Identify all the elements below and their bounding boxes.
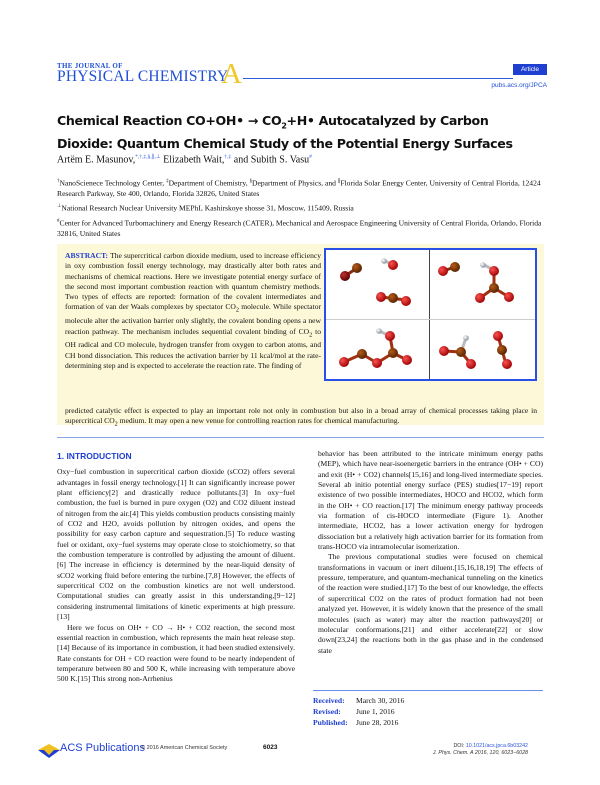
panel-divider	[326, 319, 535, 320]
journal-citation: J. Phys. Chem. A 2016, 120, 6023−6028	[432, 750, 528, 756]
journal-name: PHYSICAL CHEMISTRY	[57, 68, 229, 85]
affiliation-mark: ‡	[166, 179, 169, 184]
affiliation-text: NanoScienece Technology Center,	[59, 178, 167, 188]
copyright: © 2016 American Chemical Society	[141, 745, 228, 751]
author-affiliation-marks[interactable]: *,†,‡,§,∥,⊥	[135, 154, 161, 160]
author-affiliation-marks[interactable]: #	[309, 154, 312, 160]
affiliation-mark: †	[57, 179, 60, 184]
affiliation-mark: ∥	[337, 179, 341, 184]
publication-dates	[313, 695, 404, 728]
acs-logo-icon	[38, 744, 60, 758]
author-affiliation-marks[interactable]: †,‡	[224, 154, 232, 160]
paragraph: The previous computational studies were focused on chemical transformations in vacuum or inert diluent.[15,16,18,19] The effects of pressure, temperature, and quantum-mechanical tunneling on the kinetics of the reaction were studied.[17] To the best of our knowledge, the effects of supercritical CO2 on the rates of product formation had not been analyzed yet. However, it is widely known that the presence of the small molecules (such as water) may alter the reaction pathways[20] or molecular conformations,[21] and either accelerate[22] or slow down[23,24] the reactions both in the gas phase and in the condensed state	[318, 552, 543, 655]
affiliation-text: Florida Solar Energy Center, University of Central Florida, 12424 Research Parkway, Ste 400, Orlando, Florida 32826, United States	[57, 178, 541, 198]
header-rule	[243, 78, 513, 79]
title-subscript: 2	[281, 121, 287, 131]
doi-link[interactable]: 10.1021/acs.jpca.6b03242	[465, 743, 528, 749]
abstract-divider	[57, 437, 544, 438]
affiliation-cater	[57, 217, 557, 239]
journal-section-letter: A	[221, 58, 242, 90]
paragraph: Oxy−fuel combustion in supercritical carbon dioxide (sCO2) offers several advantages in fossil energy technology.[1] It can significantly increase power plant efficiency[2] and drastically reduce pollutants.[3] In oxy−fuel combustion, the fuel is burned in pure oxygen (O2) and CO2 diluent instead of nitrogen from the air.[4] This yields combustion products consisting mainly of CO2 and H2O, avoids pollution by nitrogen oxides, and opens the possibility for easy carbon capture and sequestration.[5] To reduce wasting fuel or oxidant, oxy−fuel systems may operate close to stoichiometry, so that the combustion temperature is controlled by adjusting the amount of diluent.[6] The increase in efficiency is determined by the near-liquid density of sCO2 working fluid before entering the turbine.[7,8] However, the effects of supercritical CO2 on the combustion kinetics are not well understood. Computational studies can greatly assist in this understanding,[9−12] considering instrumental limitations of kinetic experiments at high pressure.[13]	[57, 467, 295, 622]
title-text-2: +H• Autocatalyzed by Carbon Dioxide: Quantum Chemical Study of the Potential Energy Surfaces	[57, 113, 513, 151]
subscript: 2	[309, 331, 313, 339]
affiliation-mephi	[57, 202, 557, 214]
date-label: Revised:	[313, 707, 341, 716]
author-name[interactable]: and Subith S. Vasu	[231, 154, 310, 166]
body-column-left	[57, 449, 295, 685]
toc-graphic[interactable]	[324, 248, 537, 381]
paragraph: Here we focus on OH• + CO → H• + CO2 reaction, the second most essential reaction in combustion, which represents the main heat release step.[14] Because of its importance in combustion, it had been studied extensively. Rate constants for OH + CO reaction were found to be nearly independent of temperature between 80 and 500 K, while increasing with temperature above 500 K.[15] This strong non-Arrhenius	[57, 622, 295, 684]
article-title	[57, 112, 547, 152]
abstract-text-1: The supercritical carbon dioxide medium, used to increase efficiency in oxy combustion fossil energy technology, may drastically alter both rates and mechanisms of chemical reactions. Here we investigate potential energy surface of the second most important combustion reaction with quantum chemistry methods. Two types of effects are reported: formation of the covalent intermediates and formation of van der Waals complexes by spectator CO	[65, 251, 321, 312]
abstract-text-2: molecule. While spectator molecule alter the activation barrier only slightly, the covalent bonding opens a new reaction pathway. The mechanism includes sequential covalent binding of CO	[65, 302, 322, 336]
date-value: June 28, 2016	[356, 718, 399, 727]
journal-name-small: THE JOURNAL OF	[57, 62, 123, 70]
affiliation-mark: §	[249, 179, 252, 184]
author-list	[57, 154, 312, 165]
date-value: June 1, 2016	[356, 707, 395, 716]
date-label: Received:	[313, 696, 345, 705]
panel-divider	[429, 250, 430, 379]
date-revised	[313, 706, 404, 717]
subscript: 2	[114, 420, 118, 428]
doi-label: DOI:	[453, 743, 466, 749]
abstract-text-3: to OH radical and CO molecule, hydrogen transfer from oxygen to carbon atoms, and CH bond dissociation. This reduces the activation barrier by 11 kcal/mol at the rate-determining step and is expected to accelerate the reaction rate. The finding of	[65, 326, 321, 370]
doi-citation	[433, 743, 528, 757]
abstract-text-continued	[65, 406, 537, 430]
date-received	[313, 695, 404, 706]
affiliation-text: Department of Chemistry,	[168, 178, 250, 188]
title-text-1: Chemical Reaction CO+OH• → CO	[57, 113, 282, 128]
affiliation-ucf	[57, 177, 557, 199]
affiliation-mark: ⊥	[57, 204, 62, 210]
section-heading-introduction: 1. INTRODUCTION	[57, 451, 132, 461]
affiliation-text: Department of Physics, and	[252, 178, 338, 188]
publisher-name: ACS Publications	[60, 742, 145, 754]
article-type-badge: Article	[513, 64, 547, 75]
journal-header	[57, 58, 547, 92]
affiliation-text: National Research Nuclear University MEPhI, Kashirskoye shosse 31, Moscow, 115409, Russia	[61, 203, 354, 213]
abstract-label: ABSTRACT:	[65, 251, 109, 260]
author-name[interactable]: Artëm E. Masunov,	[57, 154, 136, 166]
paragraph: behavior has been attributed to the intricate minimum energy paths (MEP), which have near-isoenergetic barriers in the entrance (OH• + CO) and exit (H• + CO2) channels[15,16] and long-lived intermediate species. Several ab initio potential energy surface (PES) studies[17−19] report existence of two possible intermediates, HOCO and HCO2, which form in the OH• + CO reaction.[17] The minimum energy pathway proceeds via formation of cis-HOCO intermediate (Figure 1). Another intermediate, HCO2, has a lower activation energy for hydrogen dissociation but a relatively high activation barrier for its formation from trans-HOCO via intramolecular isomerization.	[318, 449, 543, 552]
affiliations	[57, 177, 557, 243]
dates-divider	[313, 690, 543, 691]
abstract-box	[57, 244, 544, 428]
molecule-structures-image	[326, 250, 535, 379]
abstract-text-5: medium. It may open a new venue for controlling reaction rates for chemical manufacturing.	[117, 416, 400, 426]
body-column-right	[318, 449, 543, 656]
abstract-text-4: predicted catalytic effect is expected to play an important role not only in combustion but also in a broad array of chemical processes taking place in supercritical CO	[65, 406, 537, 426]
author-name[interactable]: Elizabeth Wait,	[160, 154, 225, 166]
page-number: 6023	[263, 744, 278, 751]
subscript: 2	[235, 306, 239, 314]
affiliation-text: Center for Advanced Turbomachinery and Energy Research (CATER), Mechanical and Aerospace Engineering University of Central Florida, Orlando, Florida 32816, United States	[57, 218, 542, 239]
date-value: March 30, 2016	[356, 696, 405, 705]
abstract-text	[65, 251, 321, 371]
page-footer	[0, 742, 600, 762]
date-label: Published:	[313, 718, 348, 727]
date-published	[313, 717, 404, 728]
affiliation-mark: #	[57, 219, 60, 225]
journal-url-link[interactable]: pubs.acs.org/JPCA	[491, 82, 547, 89]
